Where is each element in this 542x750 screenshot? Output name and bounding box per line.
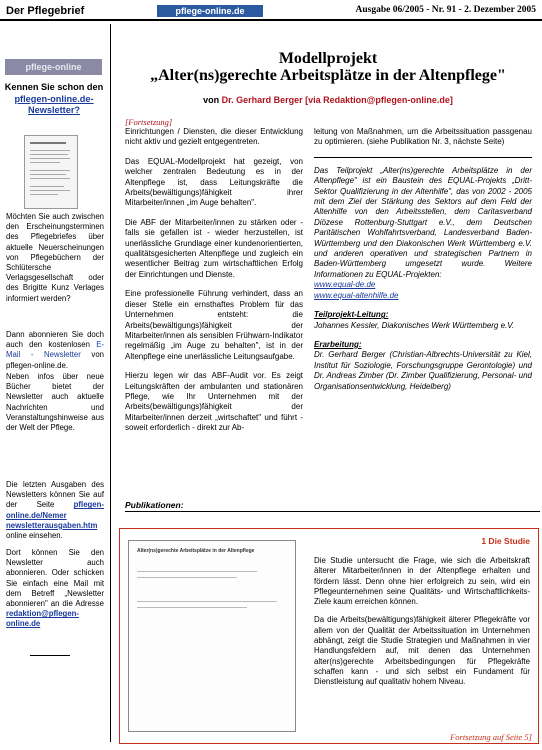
- sidebar-para-1: Möchten Sie auch zwischen den Erscheinungsterminen des Pflegebriefes über aktuelle Neuerscheinungen von Pflegebüchern der Schlütersche Verlagsgesellschaft oder des Brigitte Kunz Verlages informiert werden?: [6, 212, 104, 303]
- sidebar-para-4: Die letzten Ausgaben des Newsletters können Sie auf der Seite pflegen-online.de/Nemer newsletterausgaben.htm online einsehen.: [6, 480, 104, 541]
- paragraph: Eine professionelle Führung verhindert, dass an dieser Stelle ein ernsthaftes Problem für das Unternehmen entsteht: die Arbeits(bewältigungs)fähigkeit der Mitarbeiter/innen als sensiblen Frühwarn-Indikator regelmäßig „im Auge zu behalten", ist in der Altenpflege eine unerlässliche Leitungsaufgabe.: [125, 289, 303, 361]
- publications-heading: Publikationen:: [125, 500, 184, 510]
- authors-text: Dr. Gerhard Berger (Christian-Albrechts-Universität zu Kiel, Institut für Soziologie, Forschungsgruppe Gerontologie) und Dr. Andreas Zimber (Dr. Zimber Qualifizierung, Personal- und Organisationsentwicklung, Heidelberg): [314, 350, 532, 391]
- article-title-line-1: Modellprojekt: [278, 50, 378, 67]
- pflege-online-logo[interactable]: pflege-online.de: [157, 5, 263, 17]
- paragraph: Das EQUAL-Modellprojekt hat gezeigt, von welcher zentralen Bedeutung es in der Altenpflege ist, dass Leitungskräfte die Arbeits(bewältigungs)fähigkeit ihrer Mitarbeiter/innen „im Auge behalten".: [125, 156, 303, 208]
- equal-altenhilfe-link[interactable]: www.equal-altenhilfe.de: [314, 290, 399, 300]
- continuation-label: [Fortsetzung]: [125, 117, 173, 127]
- paragraph: Hierzu legen wir das ABF-Audit vor. Es zeigt Leitungskräften der ambulanten und stationären Pflege, wie Ihr Unternehmen mit der Arbeits(bewältigungs)fähigkeit der Mitarbeiter/innen derzeit „wirtschaftet" und führt - soweit erforderlich - direkt zur Ab-: [125, 371, 303, 433]
- byline: von Dr. Gerhard Berger [via Redaktion@pflegen-online.de]: [203, 95, 453, 105]
- authors-heading: Erarbeitung:: [314, 339, 362, 349]
- project-lead-heading: Teilprojekt-Leitung:: [314, 310, 389, 320]
- archive-link[interactable]: pflegen-online.de/Nemer newsletterausgaben.htm: [6, 500, 104, 530]
- sidebar-para-3: Neben infos über neue Bücher bietet der Newsletter auch aktuelle Nachrichten und Veranstaltungshinweise aus der Welt der Pflege.: [6, 372, 104, 433]
- project-description: Das Teilprojekt „Alter(ns)gerechte Arbeitsplätze in der Altenpflege" ist ein Baustein des EQUAL-Projekts „Dritt-Sektor Qualifizierung in der Altenhilfe", das von 2002 - 2005 mit dem Ziel der Stärkung des Sektors auf dem Feld der Altenhilfe von den Arbeitsstellen, dem Caritasverband Diözese Rottenburg-Stuttgart e.V., dem Deutschen Paritätischen Wohlfahrtsverband, Landesverband Baden-Württemberg und den Diakonischen Werk Württemberg e.V. und anderen operativen und strategischen Partnern in Baden-Württemberg umgesetzt wurde. Weitere Informationen zu EQUAL-Projekten:: [314, 165, 532, 279]
- sidebar-logo-box: pflege-online: [5, 59, 102, 75]
- column-divider: [110, 24, 111, 742]
- project-lead-text: Johannes Kessler, Diakonisches Werk Württemberg e.V.: [314, 320, 515, 330]
- sidebar-para-2: Dann abonnieren Sie doch auch den kostenlosen E-Mail - Newsletter von pflegen-online.de.: [6, 330, 104, 370]
- paragraph: Einrichtungen / Diensten, die dieser Entwicklung nicht aktiv und gezielt entgegentreten.: [125, 127, 303, 147]
- issue-info: Ausgabe 06/2005 - Nr. 91 - 2. Dezember 2005: [355, 5, 536, 15]
- article-column-1: [125, 127, 303, 443]
- sidebar-para-5: Dort können Sie den Newsletter auch abonnieren. Oder schicken Sie einfach eine Mail mit dem Betreff „Newsletter abonnieren" an die Adresse redaktion@pflegen-online.de: [6, 548, 104, 629]
- newsletter-question: Kennen Sie schon den pflegen-online.de- Newsletter?: [4, 82, 104, 115]
- paragraph: Die Studie untersucht die Frage, wie sich die Arbeitskraft älterer Mitarbeiter/innen in der Altenpflege erhalten und fördern lässt. Denn ohne hier erfolgreich zu sein, wird ein Pflegeunternehmen seine Qualitäts- und Wirtschaftlichkeits-Ziele kaum erreichen können.: [314, 556, 530, 607]
- publication-cover: Alter(ns)gerechte Arbeitsplätze in der Altenpflege: [128, 540, 296, 732]
- publications-rule: [125, 511, 540, 512]
- continued-on-page-link[interactable]: Fortsetzung auf Seite 5]: [450, 732, 532, 742]
- sidebar-end-rule: [30, 655, 70, 656]
- section-rule: [314, 157, 532, 158]
- study-heading: 1 Die Studie: [481, 536, 530, 546]
- article-column-2: [314, 127, 532, 401]
- header-rule: [0, 19, 542, 21]
- study-text: [314, 556, 530, 696]
- newsletter-name: Der Pflegebrief: [6, 5, 85, 17]
- paragraph: Da die Arbeits(bewältigungs)fähigkeit älterer Pflegekräfte vor allem von der Qualität der Arbeitssituation im Unternehmen abhängt, zeigt die Studie Strategien und Maßnahmen in vier Handlungsfeldern auf, mit denen das Unternehmen alter(ns)gerechte Arbeitsbedingungen für Pflegekräfte schaffen kann - und sich selbst ein Fundament für Dienstleistung auf qualitativ hohem Niveau.: [314, 615, 530, 687]
- equal-link[interactable]: www.equal-de.de: [314, 280, 376, 290]
- paragraph: Die ABF der Mitarbeiter/innen zu stärken oder - falls sie gefallen ist - wieder herzustellen, ist unerlässliche Grundlage einer kundenorientierten, qualitätsgesicherten Altenpflege und zugleich ein wesentlicher Beitrag zum wirtschaftlichen Erfolg der Einrichtungen und Dienste.: [125, 217, 303, 279]
- email-link[interactable]: redaktion@pflegen-online.de: [6, 609, 80, 629]
- author-link[interactable]: Dr. Gerhard Berger [via Redaktion@pflegen-online.de]: [221, 95, 453, 105]
- article-title-line-2: „Alter(ns)gerechte Arbeitsplätze in der Altenpflege": [150, 67, 506, 84]
- newsletter-thumbnail: [24, 135, 78, 209]
- paragraph: leitung von Maßnahmen, um die Arbeitssituation passgenau zu optimieren. (siehe Publikation Nr. 3, nächste Seite): [314, 127, 532, 147]
- newsletter-link[interactable]: E-Mail - Newsletter: [6, 340, 104, 360]
